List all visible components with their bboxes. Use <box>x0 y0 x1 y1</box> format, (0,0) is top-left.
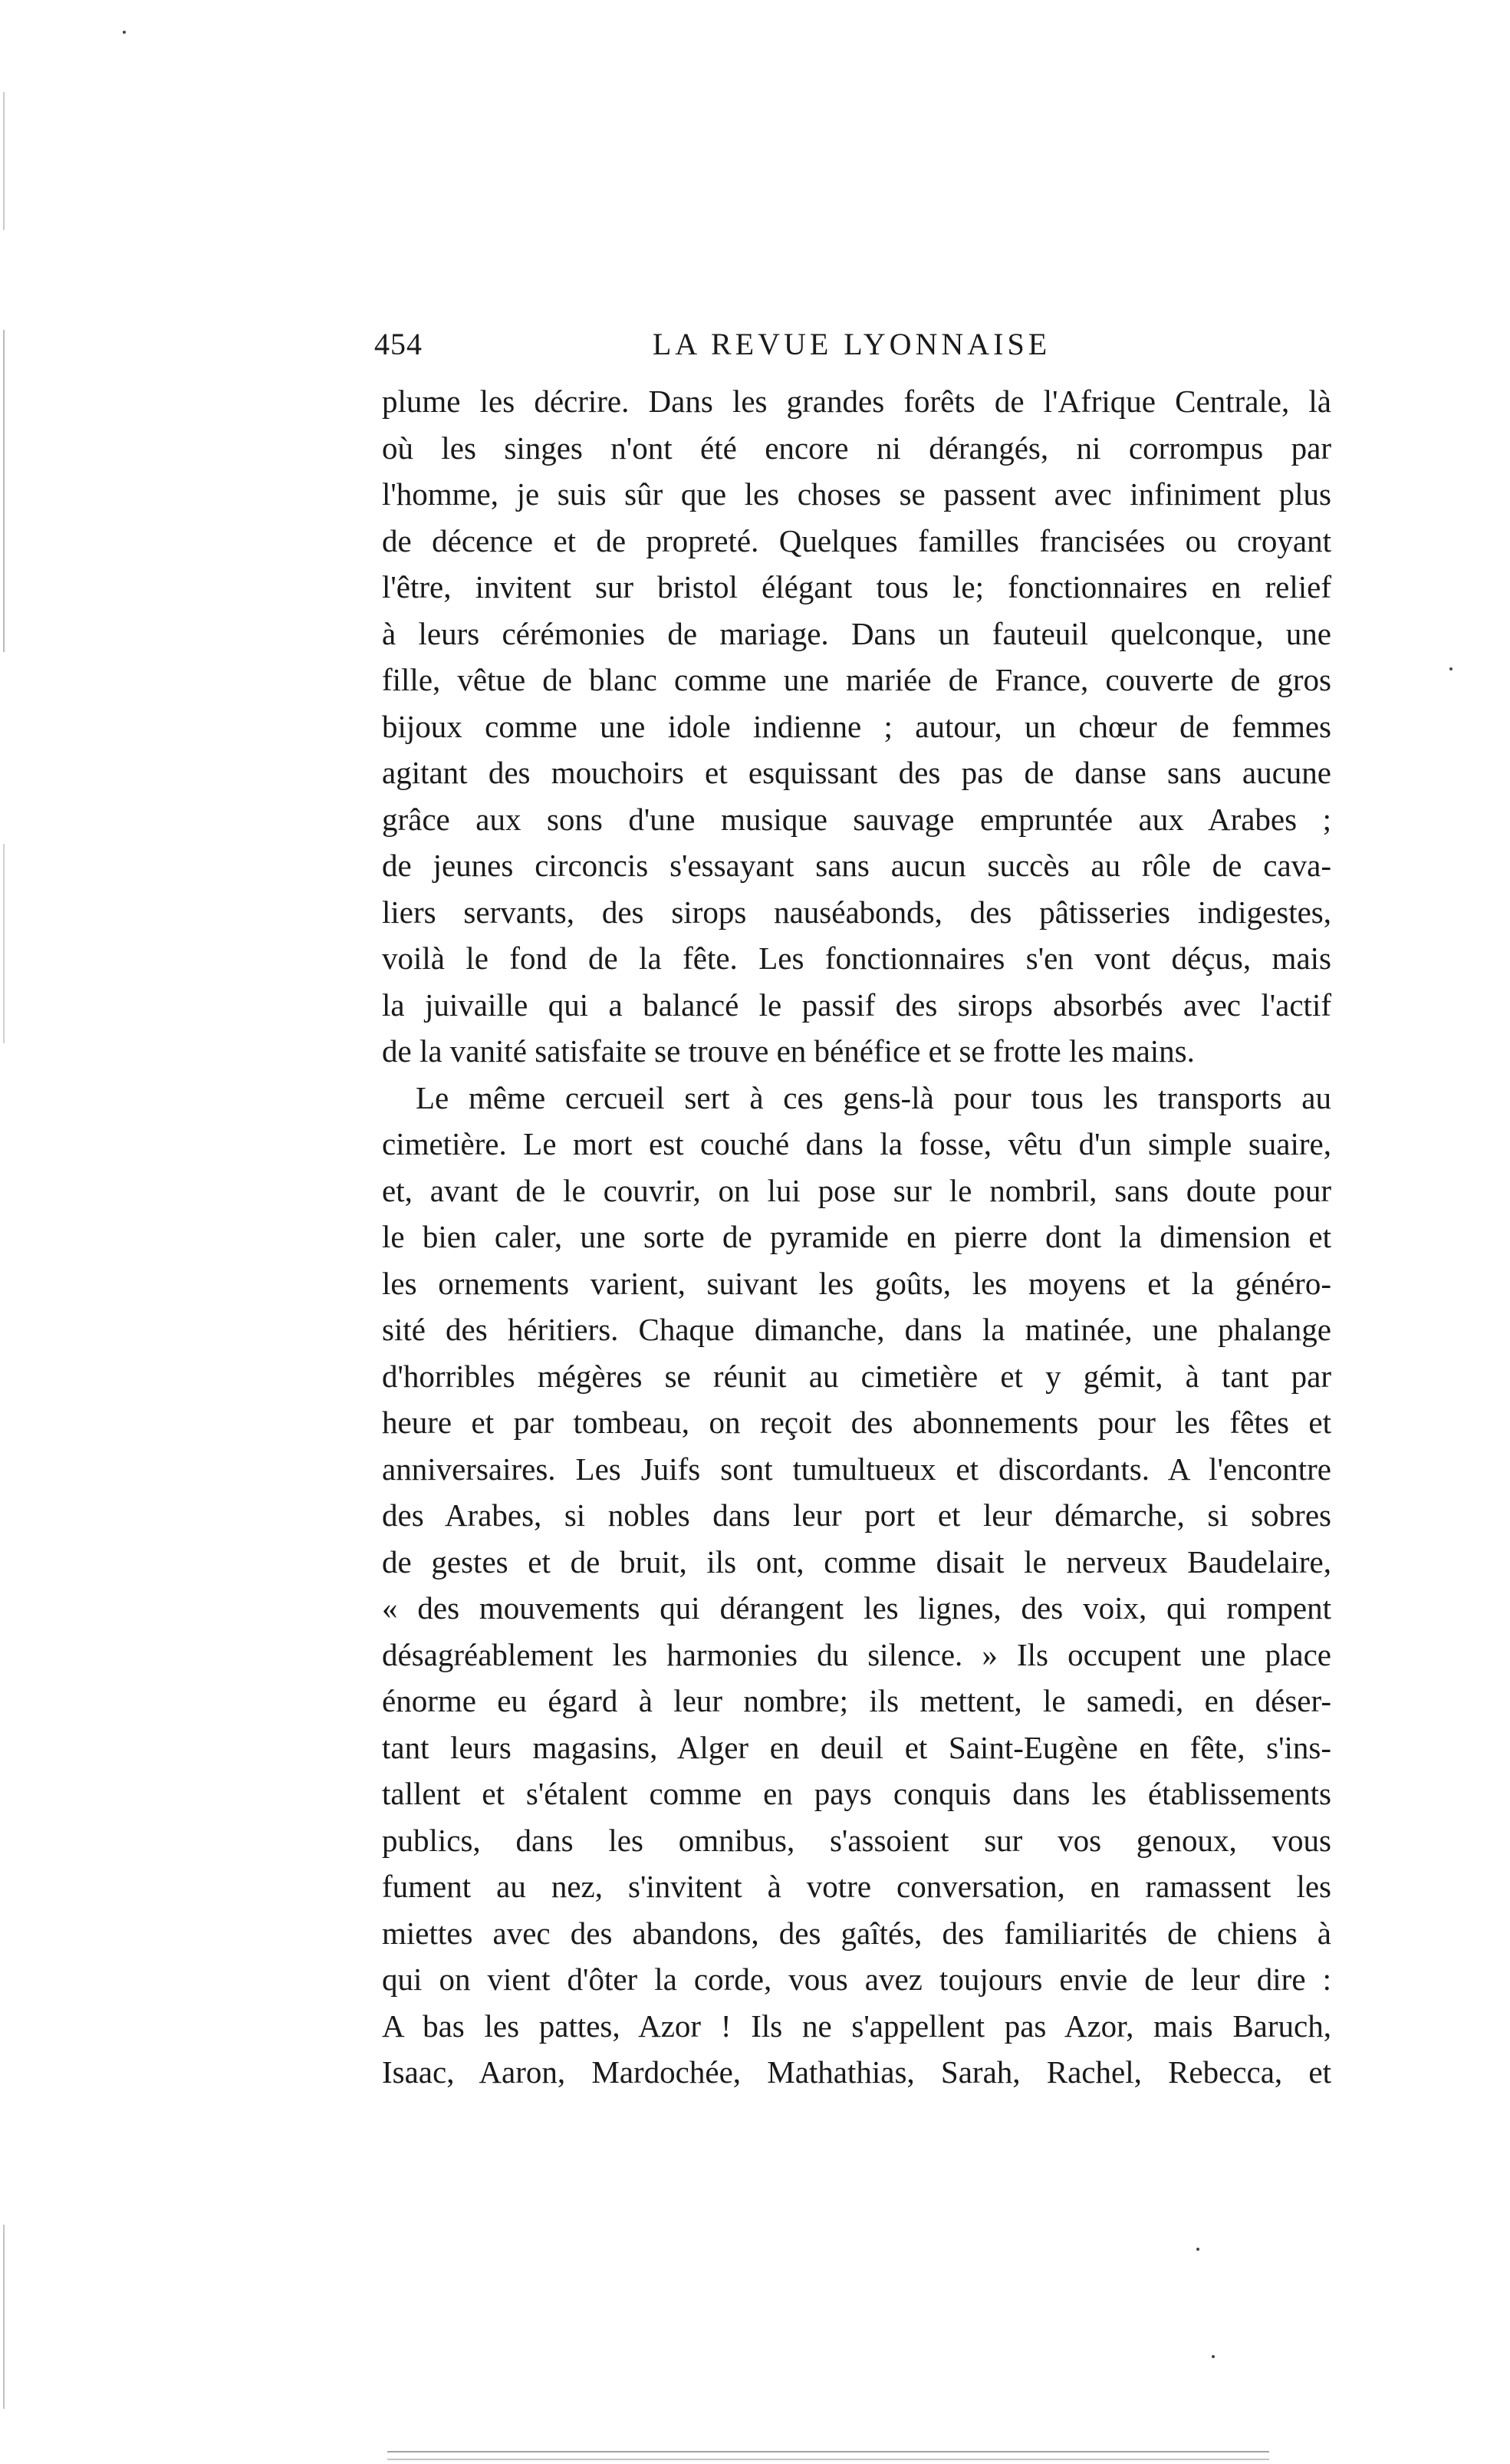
text-line: fille, vêtue de blanc comme une mariée de France, couverte de gros <box>382 662 1331 697</box>
scan-bottom-rule <box>387 2451 1269 2452</box>
text-line: et, avant de le couvrir, on lui pose sur le nombril, sans doute pour <box>382 1172 1331 1208</box>
text-line: cimetière. Le mort est couché dans la fosse, vêtu d'un simple suaire, <box>382 1126 1331 1161</box>
scan-speck <box>1449 667 1452 670</box>
text-line: bijoux comme une idole indienne ; autour, un chœur de femmes <box>382 708 1331 744</box>
text-line: agitant des mouchoirs et esquissant des pas de danse sans aucune <box>382 755 1331 790</box>
text-line: le bien caler, une sorte de pyramide en pierre dont la dimension et <box>382 1219 1331 1254</box>
page-header <box>374 326 1329 372</box>
text-line: Isaac, Aaron, Mardochée, Mathathias, Sarah, Rachel, Rebecca, et <box>382 2054 1331 2090</box>
text-line: la juivaille qui a balancé le passif des sirops absorbés avec l'actif <box>382 987 1331 1023</box>
text-line: les ornements varient, suivant les goûts, les moyens et la généro- <box>382 1265 1331 1301</box>
text-line: Le même cercueil sert à ces gens-là pour tous les transports au <box>416 1079 1331 1115</box>
body-text <box>382 378 1331 2096</box>
scan-edge-mark <box>3 844 5 1043</box>
text-line: tant leurs magasins, Alger en deuil et Saint-Eugène en fête, s'ins- <box>382 1729 1331 1765</box>
text-line: heure et par tombeau, on reçoit des abonnements pour les fêtes et <box>382 1405 1331 1440</box>
text-line: des Arabes, si nobles dans leur port et leur démarche, si sobres <box>382 1497 1331 1533</box>
page-number: 454 <box>374 327 423 361</box>
text-line: qui on vient d'ôter la corde, vous avez toujours envie de leur dire : <box>382 1962 1331 1997</box>
text-line: grâce aux sons d'une musique sauvage empruntée aux Arabes ; <box>382 801 1331 837</box>
text-line: d'horribles mégères se réunit au cimetière et y gémit, à tant par <box>382 1358 1331 1394</box>
text-line: plume les décrire. Dans les grandes forêts de l'Afrique Centrale, là <box>382 384 1331 419</box>
text-line: voilà le fond de la fête. Les fonctionnaires s'en vont déçus, mais <box>382 940 1331 976</box>
text-line: de décence et de propreté. Quelques familles francisées ou croyant <box>382 522 1331 558</box>
text-line: de jeunes circoncis s'essayant sans aucun succès au rôle de cava- <box>382 848 1331 883</box>
text-line: de la vanité satisfaite se trouve en bénéfice et se frotte les mains. <box>382 1033 1195 1069</box>
text-line: « des mouvements qui dérangent les lignes, des voix, qui rompent <box>382 1590 1331 1626</box>
scan-speck <box>1196 2248 1199 2251</box>
text-line: où les singes n'ont été encore ni dérangés, ni corrompus par <box>382 430 1331 466</box>
scan-speck <box>1212 2355 1215 2358</box>
text-line: à leurs cérémonies de mariage. Dans un fauteuil quelconque, une <box>382 615 1331 651</box>
text-line: de gestes et de bruit, ils ont, comme disait le nerveux Baudelaire, <box>382 1543 1331 1580</box>
text-line: A bas les pattes, Azor ! Ils ne s'appellent pas Azor, mais Baruch, <box>382 2008 1331 2044</box>
text-line: fument au nez, s'invitent à votre conversation, en ramassent les <box>382 1869 1331 1904</box>
scan-bottom-rule <box>387 2459 1269 2460</box>
text-line: tallent et s'étalent comme en pays conquis dans les établissements <box>382 1776 1331 1811</box>
scan-edge-mark <box>3 2225 5 2409</box>
text-line: liers servants, des sirops nauséabonds, des pâtisseries indigestes, <box>382 894 1331 930</box>
text-line: l'homme, je suis sûr que les choses se passent avec infiniment plus <box>382 476 1331 512</box>
text-line: énorme eu égard à leur nombre; ils mettent, le samedi, en déser- <box>382 1683 1331 1718</box>
running-title: LA REVUE LYONNAISE <box>652 327 1051 361</box>
text-line: anniversaires. Les Juifs sont tumultueux et discordants. A l'encontre <box>382 1451 1331 1487</box>
scan-edge-mark <box>3 330 5 652</box>
scan-speck <box>123 31 126 34</box>
text-line: miettes avec des abandons, des gaîtés, des familiarités de chiens à <box>382 1915 1331 1951</box>
text-line: désagréablement les harmonies du silence. » Ils occupent une place <box>382 1636 1331 1672</box>
text-line: l'être, invitent sur bristol élégant tous le; fonctionnaires en relief <box>382 569 1331 604</box>
text-line: publics, dans les omnibus, s'assoient sur vos genoux, vous <box>382 1822 1331 1858</box>
scan-edge-mark <box>3 92 5 230</box>
text-line: sité des héritiers. Chaque dimanche, dans la matinée, une phalange <box>382 1312 1331 1347</box>
